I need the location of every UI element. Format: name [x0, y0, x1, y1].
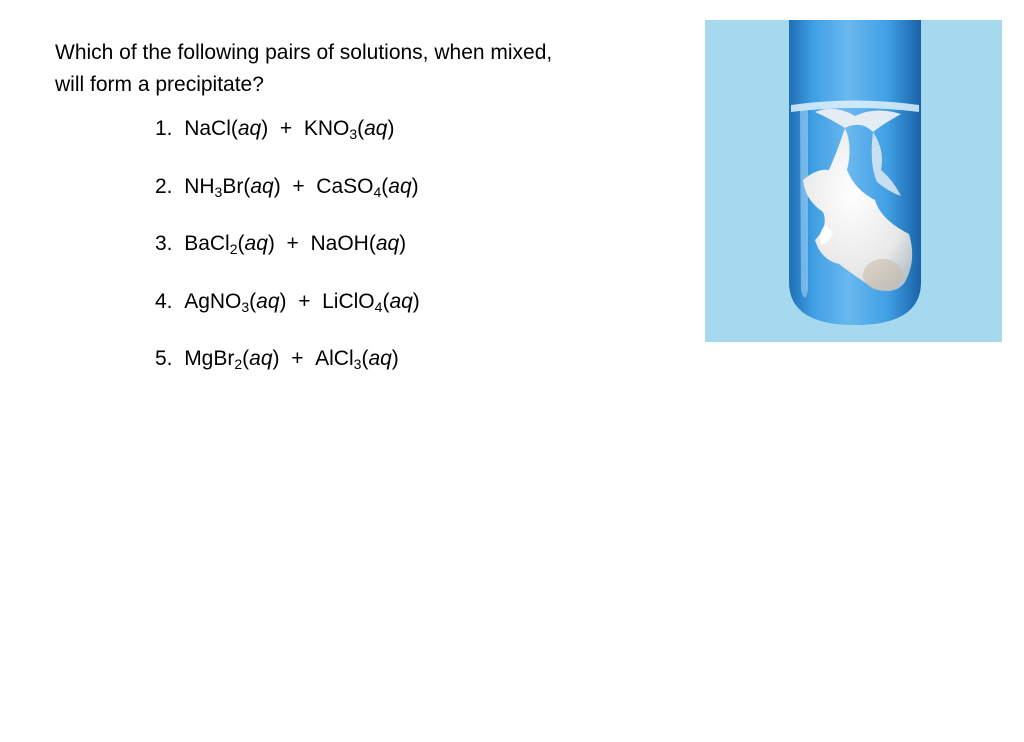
formula-text: (: [249, 289, 257, 313]
state-symbol: aq: [368, 347, 392, 370]
formula-text: ): [399, 232, 407, 255]
formula-text: (: [361, 347, 369, 370]
formula-text: NH: [184, 174, 215, 198]
formula-text: ) + NaOH(: [267, 232, 376, 255]
option-number: 1.: [155, 117, 173, 140]
state-symbol: aq: [237, 117, 262, 140]
state-symbol: aq: [389, 289, 413, 313]
formula-text: ) + AlCl: [272, 347, 354, 370]
test-tube-precipitate-photo: [705, 20, 1002, 342]
formula-subscript: 3: [349, 126, 358, 142]
formula-text: AgNO: [184, 289, 242, 313]
formula-subscript: 2: [234, 356, 243, 372]
formula-text: ) + LiClO: [279, 289, 375, 313]
option-number: 5.: [155, 347, 173, 370]
formula-subscript: 3: [214, 183, 223, 200]
state-symbol: aq: [244, 232, 268, 255]
state-symbol: aq: [250, 174, 274, 198]
formula-subscript: 3: [241, 298, 250, 315]
answer-option-3: [155, 228, 675, 286]
formula-text: ): [387, 117, 395, 140]
formula-subscript: 2: [229, 241, 238, 257]
state-symbol: aq: [249, 347, 273, 370]
answer-option-2: [155, 171, 675, 229]
option-number: 3.: [155, 232, 173, 255]
formula-text: ): [391, 347, 399, 370]
option-number: 2.: [155, 174, 173, 198]
state-symbol: aq: [364, 117, 388, 140]
state-symbol: aq: [375, 232, 400, 255]
answer-option-5: [155, 343, 675, 401]
formula-subscript: 3: [353, 356, 362, 372]
tube-highlight: [800, 110, 808, 298]
formula-text: NaCl(: [184, 117, 238, 140]
formula-text: (: [382, 289, 390, 313]
formula-subscript: 4: [374, 298, 383, 315]
formula-text: ) + CaSO: [273, 174, 374, 198]
formula-text: Br(: [222, 174, 251, 198]
answer-options-list: [155, 113, 675, 401]
question-line-2: will form a precipitate?: [55, 73, 264, 96]
state-symbol: aq: [388, 174, 412, 198]
answer-option-4: [155, 286, 675, 344]
formula-text: (: [242, 347, 250, 370]
formula-text: MgBr: [184, 347, 235, 370]
state-symbol: aq: [256, 289, 280, 313]
formula-text: BaCl: [184, 232, 230, 255]
formula-text: (: [357, 117, 365, 140]
option-number: 4.: [155, 289, 173, 313]
formula-text: (: [237, 232, 245, 255]
formula-text: ): [412, 289, 420, 313]
question-text: [55, 37, 695, 101]
formula-text: ): [411, 174, 419, 198]
formula-subscript: 4: [373, 183, 382, 200]
answer-option-1: [155, 113, 675, 171]
question-line-1: Which of the following pairs of solutions, when mixed,: [55, 41, 553, 64]
formula-text: ) + KNO: [261, 117, 350, 140]
formula-text: (: [381, 174, 389, 198]
